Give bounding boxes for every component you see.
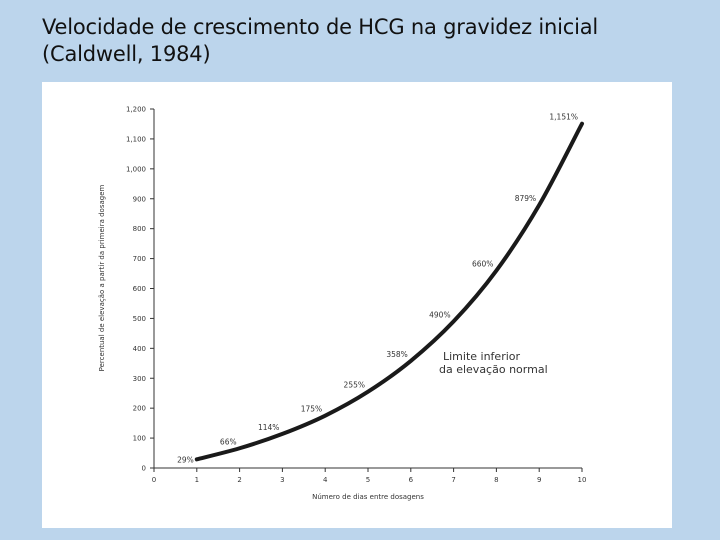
data-label: 255% [343, 380, 365, 390]
x-tick-labels [152, 468, 587, 484]
x-tick-label: 3 [280, 476, 285, 484]
data-label: 114% [257, 422, 280, 432]
slide-title-line-2: (Caldwell, 1984) [42, 42, 211, 66]
x-axis-label: Número de dias entre dosagens [312, 493, 424, 501]
x-tick-label: 10 [577, 476, 587, 484]
y-axis-label: Percentual de elevação a partir da primeira dosagem [98, 184, 106, 372]
y-tick-label: 100 [132, 434, 146, 443]
annotation-line-1: Limite inferior [443, 350, 521, 363]
data-labels [177, 113, 578, 465]
chart-figure [42, 82, 672, 528]
x-tick-label: 7 [451, 476, 456, 484]
x-tick-label: 4 [322, 476, 328, 484]
slide-title-line-1: Velocidade de crescimento de HCG na gravidez inicial [42, 15, 599, 39]
y-tick-labels [126, 106, 154, 473]
y-tick-label: 400 [132, 344, 146, 353]
annotation-line-2: da elevação normal [439, 363, 548, 376]
data-label: 660% [471, 259, 494, 269]
y-tick-label: 700 [132, 255, 146, 264]
hcg-growth-chart [42, 82, 672, 528]
x-tick-label: 5 [365, 476, 371, 484]
slide-title [42, 14, 702, 68]
data-label: 358% [386, 349, 408, 359]
y-tick-label: 1,200 [125, 105, 146, 114]
data-label: 66% [219, 437, 237, 447]
y-tick-label: 800 [132, 225, 146, 234]
data-label: 29% [177, 455, 194, 465]
y-tick-label: 1,100 [125, 135, 146, 144]
y-tick-label: 200 [132, 404, 146, 413]
y-tick-label: 500 [132, 314, 146, 323]
x-tick-label: 9 [536, 476, 542, 484]
x-tick-label: 2 [237, 476, 242, 484]
y-tick-label: 600 [132, 285, 146, 293]
data-label: 490% [429, 310, 451, 320]
y-tick-label: 900 [132, 195, 146, 204]
x-tick-label: 8 [494, 476, 499, 484]
growth-curve [197, 124, 582, 460]
y-tick-label: 300 [132, 374, 146, 383]
data-label: 1,151% [549, 112, 578, 122]
chart-axes [154, 109, 582, 468]
y-tick-label: 1,000 [125, 165, 146, 174]
x-tick-label: 6 [408, 476, 414, 484]
y-tick-label: 0 [141, 464, 146, 473]
data-label: 175% [300, 404, 323, 414]
data-label: 879% [514, 194, 537, 204]
x-tick-label: 0 [151, 476, 157, 484]
x-tick-label: 1 [194, 476, 200, 484]
